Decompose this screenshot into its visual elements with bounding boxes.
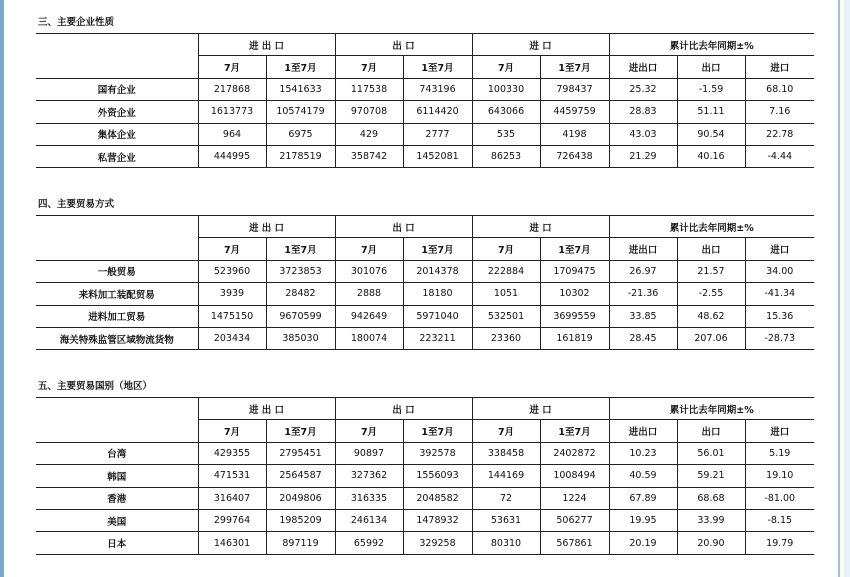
table-cell: -28.73 <box>745 327 814 349</box>
table-cell: 429 <box>335 123 403 145</box>
table-cell: 506277 <box>540 509 609 531</box>
table-cell: 217868 <box>198 78 266 100</box>
row-label: 进料加工贸易 <box>36 305 198 327</box>
table-cell: 10574179 <box>266 101 335 123</box>
window-frame-right <box>838 0 840 577</box>
month-header: 7月 <box>472 420 540 442</box>
growth-header: 进口 <box>745 420 814 442</box>
table-cell: 56.01 <box>677 442 745 464</box>
column-group-header: 出 口 <box>335 216 472 238</box>
table-cell: 327362 <box>335 465 403 487</box>
data-table <box>36 215 814 350</box>
table-cell: 1709475 <box>540 260 609 282</box>
table-cell: 3939 <box>198 283 266 305</box>
ytd-header: 1至7月 <box>540 56 609 78</box>
row-label: 香港 <box>36 487 198 509</box>
table-cell: 19.95 <box>609 509 677 531</box>
table-cell: 301076 <box>335 260 403 282</box>
table-cell: 358742 <box>335 145 403 167</box>
header-corner <box>36 216 198 261</box>
table-cell: 1452081 <box>403 145 472 167</box>
table-cell: 117538 <box>335 78 403 100</box>
table-cell: 3699559 <box>540 305 609 327</box>
growth-header: 进口 <box>745 238 814 260</box>
ytd-header: 1至7月 <box>403 238 472 260</box>
table-cell: 1008494 <box>540 465 609 487</box>
table-row <box>36 145 814 167</box>
table-cell: 53631 <box>472 509 540 531</box>
growth-header: 进口 <box>745 56 814 78</box>
table-cell: 40.59 <box>609 465 677 487</box>
row-label: 美国 <box>36 509 198 531</box>
table-row <box>36 487 814 509</box>
month-header: 7月 <box>198 238 266 260</box>
table-cell: 970708 <box>335 101 403 123</box>
table-cell: 6114420 <box>403 101 472 123</box>
ytd-header: 1至7月 <box>403 420 472 442</box>
table-cell: 68.10 <box>745 78 814 100</box>
table-cell: 726438 <box>540 145 609 167</box>
table-cell: 100330 <box>472 78 540 100</box>
row-label: 私营企业 <box>36 145 198 167</box>
table-cell: 9670599 <box>266 305 335 327</box>
table-cell: 207.06 <box>677 327 745 349</box>
table-cell: 1556093 <box>403 465 472 487</box>
column-group-header: 进 口 <box>472 34 609 56</box>
month-header: 7月 <box>198 420 266 442</box>
column-group-header: 累计比去年同期±% <box>609 216 814 238</box>
table-cell: 180074 <box>335 327 403 349</box>
table-cell: 329258 <box>403 532 472 554</box>
table-cell: 144169 <box>472 465 540 487</box>
column-group-header: 进 出 口 <box>198 216 335 238</box>
row-label: 国有企业 <box>36 78 198 100</box>
table-cell: 1475150 <box>198 305 266 327</box>
table-row <box>36 442 814 464</box>
table-cell: 1224 <box>540 487 609 509</box>
header-corner <box>36 398 198 443</box>
table-cell: 429355 <box>198 442 266 464</box>
column-group-header: 出 口 <box>335 34 472 56</box>
row-label: 来料加工装配贸易 <box>36 283 198 305</box>
row-label: 一般贸易 <box>36 260 198 282</box>
section-title: 四、主要贸易方式 <box>38 199 115 210</box>
table-cell: 68.68 <box>677 487 745 509</box>
ytd-header: 1至7月 <box>266 238 335 260</box>
column-group-header: 累计比去年同期±% <box>609 34 814 56</box>
month-header: 7月 <box>472 56 540 78</box>
group-header-row <box>36 216 814 238</box>
growth-header: 进出口 <box>609 420 677 442</box>
table-cell: 4198 <box>540 123 609 145</box>
row-label: 韩国 <box>36 465 198 487</box>
growth-header: 出口 <box>677 420 745 442</box>
table-row <box>36 465 814 487</box>
table-cell: 316407 <box>198 487 266 509</box>
column-group-header: 出 口 <box>335 398 472 420</box>
table-cell: 798437 <box>540 78 609 100</box>
table-cell: 33.85 <box>609 305 677 327</box>
table-cell: 59.21 <box>677 465 745 487</box>
table-cell: 385030 <box>266 327 335 349</box>
growth-header: 进出口 <box>609 238 677 260</box>
column-group-header: 进 口 <box>472 216 609 238</box>
column-group-header: 进 出 口 <box>198 398 335 420</box>
month-header: 7月 <box>335 420 403 442</box>
table-cell: 6975 <box>266 123 335 145</box>
table-cell: -41.34 <box>745 283 814 305</box>
month-header: 7月 <box>198 56 266 78</box>
table-cell: 43.03 <box>609 123 677 145</box>
table-cell: 48.62 <box>677 305 745 327</box>
table-cell: 246134 <box>335 509 403 531</box>
table-cell: 5971040 <box>403 305 472 327</box>
table-cell: 2049806 <box>266 487 335 509</box>
table-row <box>36 509 814 531</box>
group-header-row <box>36 398 814 420</box>
table-cell: 532501 <box>472 305 540 327</box>
row-label: 海关特殊监管区域物流货物 <box>36 327 198 349</box>
table-cell: 86253 <box>472 145 540 167</box>
row-label: 集体企业 <box>36 123 198 145</box>
header-corner <box>36 34 198 79</box>
table-cell: 65992 <box>335 532 403 554</box>
table-row <box>36 305 814 327</box>
table-cell: 299764 <box>198 509 266 531</box>
window-frame-left <box>0 0 4 577</box>
table-cell: 28482 <box>266 283 335 305</box>
table-cell: 2178519 <box>266 145 335 167</box>
table-cell: 7.16 <box>745 101 814 123</box>
table-cell: 942649 <box>335 305 403 327</box>
table-cell: 146301 <box>198 532 266 554</box>
table-cell: 21.29 <box>609 145 677 167</box>
table-cell: 223211 <box>403 327 472 349</box>
table-cell: 72 <box>472 487 540 509</box>
table-cell: -1.59 <box>677 78 745 100</box>
table-cell: 222884 <box>472 260 540 282</box>
table-row <box>36 78 814 100</box>
growth-header: 出口 <box>677 56 745 78</box>
column-group-header: 进 口 <box>472 398 609 420</box>
table-cell: 1051 <box>472 283 540 305</box>
table-row <box>36 283 814 305</box>
table-row <box>36 101 814 123</box>
table-cell: 2795451 <box>266 442 335 464</box>
table-cell: 567861 <box>540 532 609 554</box>
table-row <box>36 123 814 145</box>
table-cell: 25.32 <box>609 78 677 100</box>
table-cell: -2.55 <box>677 283 745 305</box>
table-cell: 1613773 <box>198 101 266 123</box>
table-cell: 203434 <box>198 327 266 349</box>
table-cell: 40.16 <box>677 145 745 167</box>
table-cell: 21.57 <box>677 260 745 282</box>
table-cell: 471531 <box>198 465 266 487</box>
table-cell: -81.00 <box>745 487 814 509</box>
table-cell: 2888 <box>335 283 403 305</box>
month-header: 7月 <box>335 56 403 78</box>
table-row <box>36 327 814 349</box>
ytd-header: 1至7月 <box>266 420 335 442</box>
table-cell: 2014378 <box>403 260 472 282</box>
table-row <box>36 532 814 554</box>
table-cell: 80310 <box>472 532 540 554</box>
column-group-header: 累计比去年同期±% <box>609 398 814 420</box>
group-header-row <box>36 34 814 56</box>
table-cell: 2564587 <box>266 465 335 487</box>
table-cell: 161819 <box>540 327 609 349</box>
table-cell: 1541633 <box>266 78 335 100</box>
table-cell: 34.00 <box>745 260 814 282</box>
section-title: 三、主要企业性质 <box>38 17 115 28</box>
table-cell: 2402872 <box>540 442 609 464</box>
table-cell: 20.19 <box>609 532 677 554</box>
row-label: 外资企业 <box>36 101 198 123</box>
table-cell: 535 <box>472 123 540 145</box>
table-cell: 523960 <box>198 260 266 282</box>
data-table <box>36 33 814 168</box>
table-cell: 10302 <box>540 283 609 305</box>
table-cell: -21.36 <box>609 283 677 305</box>
table-cell: 23360 <box>472 327 540 349</box>
table-cell: 10.23 <box>609 442 677 464</box>
month-header: 7月 <box>472 238 540 260</box>
table-row <box>36 260 814 282</box>
table-cell: 28.45 <box>609 327 677 349</box>
table-cell: 19.10 <box>745 465 814 487</box>
table-cell: 743196 <box>403 78 472 100</box>
ytd-header: 1至7月 <box>266 56 335 78</box>
row-label: 日本 <box>36 532 198 554</box>
table-cell: -4.44 <box>745 145 814 167</box>
table-cell: 338458 <box>472 442 540 464</box>
table-cell: 1478932 <box>403 509 472 531</box>
ytd-header: 1至7月 <box>540 420 609 442</box>
column-group-header: 进 出 口 <box>198 34 335 56</box>
table-cell: 90.54 <box>677 123 745 145</box>
table-cell: 18180 <box>403 283 472 305</box>
table-cell: 20.90 <box>677 532 745 554</box>
table-cell: 4459759 <box>540 101 609 123</box>
table-cell: 316335 <box>335 487 403 509</box>
table-cell: 2048582 <box>403 487 472 509</box>
table-cell: 5.19 <box>745 442 814 464</box>
table-cell: 33.99 <box>677 509 745 531</box>
table-cell: 28.83 <box>609 101 677 123</box>
table-cell: 26.97 <box>609 260 677 282</box>
table-cell: 897119 <box>266 532 335 554</box>
row-label: 台湾 <box>36 442 198 464</box>
table-cell: 2777 <box>403 123 472 145</box>
month-header: 7月 <box>335 238 403 260</box>
growth-header: 进出口 <box>609 56 677 78</box>
table-cell: 1985209 <box>266 509 335 531</box>
section-title: 五、主要贸易国别（地区） <box>38 381 153 392</box>
data-table <box>36 397 814 555</box>
table-cell: 964 <box>198 123 266 145</box>
table-cell: 22.78 <box>745 123 814 145</box>
table-cell: 444995 <box>198 145 266 167</box>
ytd-header: 1至7月 <box>540 238 609 260</box>
table-cell: 392578 <box>403 442 472 464</box>
table-cell: 67.89 <box>609 487 677 509</box>
table-cell: 3723853 <box>266 260 335 282</box>
table-cell: 90897 <box>335 442 403 464</box>
table-cell: 51.11 <box>677 101 745 123</box>
table-cell: 15.36 <box>745 305 814 327</box>
ytd-header: 1至7月 <box>403 56 472 78</box>
table-cell: 19.79 <box>745 532 814 554</box>
table-cell: 643066 <box>472 101 540 123</box>
table-cell: -8.15 <box>745 509 814 531</box>
window-frame-right-shade <box>844 0 850 577</box>
growth-header: 出口 <box>677 238 745 260</box>
